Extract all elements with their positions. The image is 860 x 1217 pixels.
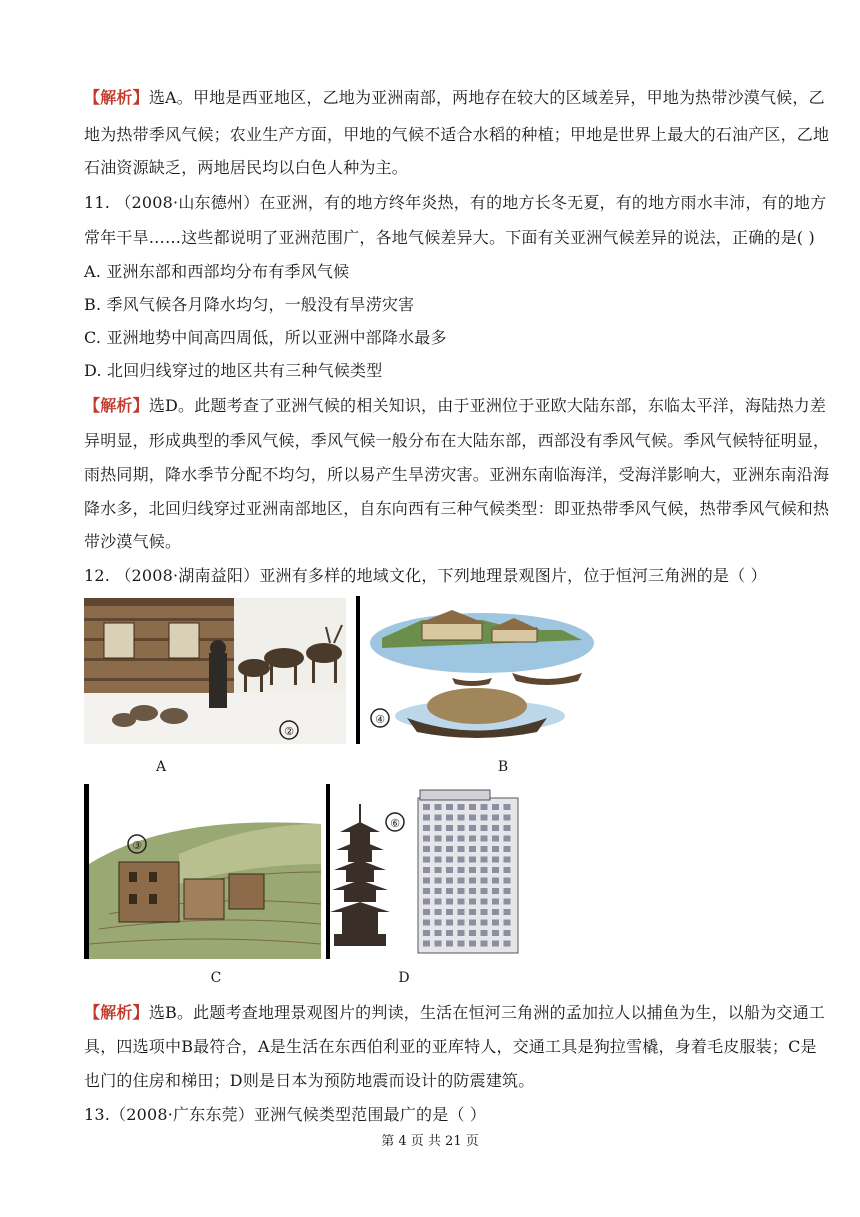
analysis-tag: 【解析】 xyxy=(84,1003,149,1022)
text-line: 石油资源缺乏，两地居民均以白色人种为主。 xyxy=(84,158,409,177)
terrace-houses-illustration xyxy=(89,784,321,959)
river-boats-illustration xyxy=(362,598,598,744)
option-d: D. 北回归线穿过的地区共有三种气候类型 xyxy=(84,361,383,380)
picture-marker: ⑥ xyxy=(390,817,400,830)
analysis-paragraph-1 xyxy=(84,88,825,108)
text-line: 地为热带季风气候；农业生产方面，甲地的气候不适合水稻的种植；甲地是世界上最大的石油产区，乙地 xyxy=(84,125,830,144)
divider xyxy=(356,596,360,744)
analysis-paragraph-3 xyxy=(84,1003,825,1023)
reindeer-sled-illustration xyxy=(84,598,346,744)
question-12-stem: 12. （2008·湖南益阳）亚洲有多样的地域文化，下列地理景观图片，位于恒河三角洲的是（ ） xyxy=(84,566,767,585)
picture-label-c: C xyxy=(210,970,222,986)
text-line: 也门的住房和梯田；D则是日本为预防地震而设计的防震建筑。 xyxy=(84,1071,535,1090)
text-line: 具，四选项中B最符合，A是生活在东西伯利亚的亚库特人，交通工具是狗拉雪橇，身着毛皮服装；C是 xyxy=(84,1037,817,1056)
picture-a xyxy=(84,598,346,744)
picture-marker: ② xyxy=(284,725,294,738)
question-11-stem: 11. （2008·山东德州）在亚洲，有的地方终年炎热，有的地方长冬无夏，有的地方雨水丰沛，有的地方 xyxy=(84,193,827,212)
page-number: 第 4 页 共 21 页 xyxy=(381,1134,479,1149)
question-11-stem-cont: 常年干旱……这些都说明了亚洲范围广，各地气候差异大。下面有关亚洲气候差异的说法，正确的是( ) xyxy=(84,228,815,247)
analysis-paragraph-2 xyxy=(84,396,826,416)
picture-c xyxy=(89,784,321,959)
question-13-stem: 13.（2008·广东东莞）亚洲气候类型范围最广的是（ ） xyxy=(84,1105,487,1124)
option-b: B. 季风气候各月降水均匀，一般没有旱涝灾害 xyxy=(84,295,415,314)
text-line: 异明显，形成典型的季风气候，季风气候一般分布在大陆东部，西部没有季风气候。季风气候特征明显， xyxy=(84,431,830,450)
text-line: 降水多，北回归线穿过亚洲南部地区，自东向西有三种气候类型：即亚热带季风气候，热带季风气候和热 xyxy=(84,499,830,518)
analysis-tag: 【解析】 xyxy=(84,396,149,415)
picture-d xyxy=(330,784,522,959)
option-c: C. 亚洲地势中间高四周低，所以亚洲中部降水最多 xyxy=(84,328,447,347)
picture-label-d: D xyxy=(398,970,410,986)
picture-label-b: B xyxy=(497,759,509,775)
option-a: A. 亚洲东部和西部均分布有季风气候 xyxy=(84,262,350,281)
text-line: 选D。此题考查了亚洲气候的相关知识，由于亚洲位于亚欧大陆东部，东临太平洋，海陆热力差 xyxy=(148,396,827,415)
text-line: 选A。甲地是西亚地区，乙地为亚洲南部，两地存在较大的区域差异，甲地为热带沙漠气候，乙 xyxy=(148,88,825,107)
pagoda-building-illustration xyxy=(330,784,522,959)
text-line: 选B。此题考查地理景观图片的判读，生活在恒河三角洲的孟加拉人以捕鱼为生，以船为交通工 xyxy=(148,1003,825,1022)
picture-marker: ④ xyxy=(375,713,385,726)
analysis-tag: 【解析】 xyxy=(84,88,149,107)
picture-marker: ③ xyxy=(132,839,142,852)
picture-label-a: A xyxy=(155,759,167,775)
picture-b xyxy=(362,598,598,744)
text-line: 雨热同期，降水季节分配不均匀，所以易产生旱涝灾害。亚洲东南临海洋，受海洋影响大，亚洲东南沿海 xyxy=(84,465,830,484)
text-line: 带沙漠气候。 xyxy=(84,532,182,551)
